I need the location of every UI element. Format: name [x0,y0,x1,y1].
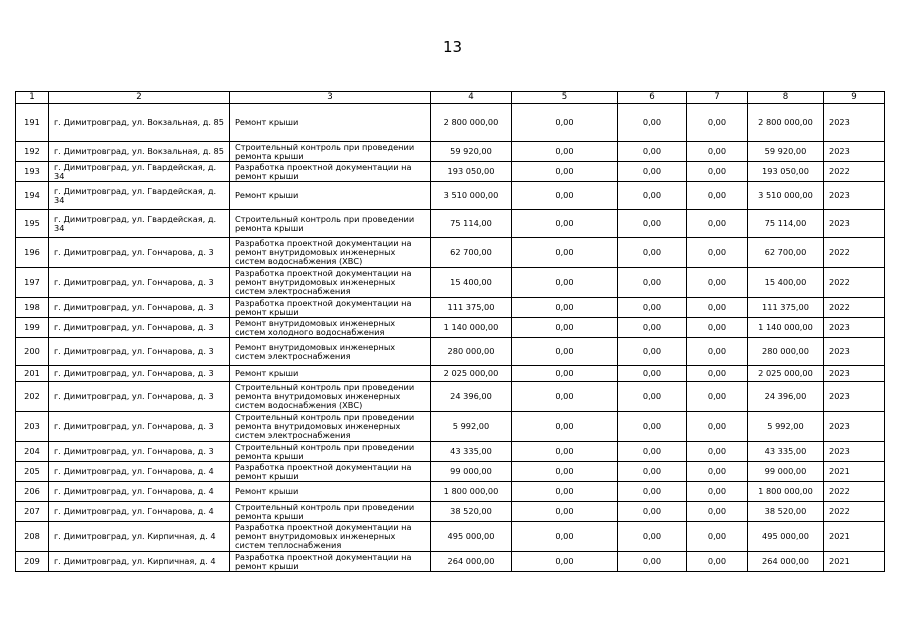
address-cell: г. Димитровград, ул. Гончарова, д. 3 [49,366,230,382]
amount-cell: 0,00 [618,318,687,338]
amount-cell: 0,00 [512,502,618,522]
table-row [16,382,885,412]
table-row [16,338,885,366]
year-cell: 2023 [824,210,885,238]
amount-cell: 0,00 [687,104,748,142]
year-cell: 2023 [824,182,885,210]
amount-cell: 0,00 [687,338,748,366]
amount-cell: 0,00 [687,482,748,502]
address-cell: г. Димитровград, ул. Гончарова, д. 3 [49,412,230,442]
row-number-cell: 201 [16,366,49,382]
row-number-cell: 206 [16,482,49,502]
amount-cell: 0,00 [512,182,618,210]
work-type-cell: Разработка проектной документации на ремонт крыши [230,298,431,318]
amount-cell: 111 375,00 [748,298,824,318]
column-header: 4 [431,92,512,104]
amount-cell: 75 114,00 [431,210,512,238]
amount-cell: 0,00 [687,182,748,210]
amount-cell: 15 400,00 [431,268,512,298]
amount-cell: 99 000,00 [748,462,824,482]
table-row [16,442,885,462]
work-type-cell: Разработка проектной документации на ремонт крыши [230,552,431,572]
amount-cell: 0,00 [512,412,618,442]
address-cell: г. Димитровград, ул. Гончарова, д. 3 [49,442,230,462]
amount-cell: 1 800 000,00 [748,482,824,502]
amount-cell: 24 396,00 [748,382,824,412]
amount-cell: 0,00 [687,238,748,268]
amount-cell: 99 000,00 [431,462,512,482]
column-header: 7 [687,92,748,104]
row-number-cell: 207 [16,502,49,522]
table-body [16,104,885,572]
amount-cell: 1 140 000,00 [748,318,824,338]
amount-cell: 1 800 000,00 [431,482,512,502]
amount-cell: 0,00 [687,210,748,238]
row-number-cell: 194 [16,182,49,210]
amount-cell: 0,00 [512,482,618,502]
address-cell: г. Димитровград, ул. Гончарова, д. 3 [49,382,230,412]
row-number-cell: 198 [16,298,49,318]
amount-cell: 59 920,00 [431,142,512,162]
amount-cell: 0,00 [512,162,618,182]
year-cell: 2023 [824,338,885,366]
year-cell: 2022 [824,482,885,502]
amount-cell: 75 114,00 [748,210,824,238]
address-cell: г. Димитровград, ул. Кирпичная, д. 4 [49,522,230,552]
amount-cell: 0,00 [687,552,748,572]
table-row [16,552,885,572]
work-type-cell: Разработка проектной документации на ремонт крыши [230,462,431,482]
amount-cell: 0,00 [687,268,748,298]
amount-cell: 0,00 [512,298,618,318]
amount-cell: 0,00 [512,104,618,142]
amount-cell: 0,00 [512,552,618,572]
amount-cell: 280 000,00 [431,338,512,366]
amount-cell: 0,00 [687,382,748,412]
amount-cell: 3 510 000,00 [431,182,512,210]
year-cell: 2022 [824,502,885,522]
amount-cell: 0,00 [687,142,748,162]
amount-cell: 0,00 [618,338,687,366]
amount-cell: 62 700,00 [748,238,824,268]
row-number-cell: 193 [16,162,49,182]
amount-cell: 0,00 [618,142,687,162]
amount-cell: 0,00 [618,182,687,210]
amount-cell: 15 400,00 [748,268,824,298]
work-type-cell: Строительный контроль при проведении ремонта крыши [230,210,431,238]
column-number-row [16,92,885,104]
work-type-cell: Разработка проектной документации на ремонт крыши [230,162,431,182]
work-type-cell: Строительный контроль при проведении ремонта крыши [230,142,431,162]
amount-cell: 0,00 [512,210,618,238]
table-row [16,210,885,238]
amount-cell: 0,00 [618,522,687,552]
amount-cell: 0,00 [512,318,618,338]
amount-cell: 0,00 [618,162,687,182]
year-cell: 2023 [824,442,885,462]
year-cell: 2023 [824,104,885,142]
page-number: 13 [442,38,463,56]
work-type-cell: Ремонт внутридомовых инженерных систем холодного водоснабжения [230,318,431,338]
amount-cell: 24 396,00 [431,382,512,412]
row-number-cell: 204 [16,442,49,462]
year-cell: 2023 [824,366,885,382]
table-row [16,412,885,442]
amount-cell: 62 700,00 [431,238,512,268]
row-number-cell: 209 [16,552,49,572]
table-row [16,104,885,142]
year-cell: 2021 [824,552,885,572]
amount-cell: 0,00 [618,552,687,572]
column-header: 6 [618,92,687,104]
work-type-cell: Ремонт крыши [230,366,431,382]
row-number-cell: 203 [16,412,49,442]
amount-cell: 0,00 [512,142,618,162]
table-row [16,366,885,382]
table-row [16,142,885,162]
year-cell: 2023 [824,142,885,162]
amount-cell: 0,00 [687,442,748,462]
amount-cell: 43 335,00 [748,442,824,462]
amount-cell: 0,00 [687,412,748,442]
amount-cell: 5 992,00 [431,412,512,442]
column-header: 8 [748,92,824,104]
amount-cell: 2 800 000,00 [748,104,824,142]
table-row [16,182,885,210]
amount-cell: 0,00 [512,268,618,298]
amount-cell: 0,00 [687,298,748,318]
work-type-cell: Разработка проектной документации на ремонт внутридомовых инженерных систем электроснабжения [230,268,431,298]
amount-cell: 0,00 [512,338,618,366]
amount-cell: 0,00 [618,104,687,142]
amount-cell: 3 510 000,00 [748,182,824,210]
address-cell: г. Димитровград, ул. Гончарова, д. 3 [49,318,230,338]
row-number-cell: 196 [16,238,49,268]
amount-cell: 0,00 [687,162,748,182]
amount-cell: 38 520,00 [431,502,512,522]
column-header: 3 [230,92,431,104]
work-type-cell: Строительный контроль при проведении ремонта крыши [230,502,431,522]
amount-cell: 0,00 [512,366,618,382]
amount-cell: 0,00 [618,462,687,482]
column-header: 5 [512,92,618,104]
address-cell: г. Димитровград, ул. Гвардейская, д. 34 [49,182,230,210]
year-cell: 2021 [824,522,885,552]
amount-cell: 0,00 [618,382,687,412]
row-number-cell: 202 [16,382,49,412]
amount-cell: 0,00 [687,522,748,552]
amount-cell: 0,00 [512,238,618,268]
amount-cell: 2 800 000,00 [431,104,512,142]
row-number-cell: 191 [16,104,49,142]
year-cell: 2021 [824,462,885,482]
row-number-cell: 208 [16,522,49,552]
table-row [16,522,885,552]
amount-cell: 0,00 [512,522,618,552]
column-header: 1 [16,92,49,104]
amount-cell: 0,00 [687,502,748,522]
amount-cell: 38 520,00 [748,502,824,522]
row-number-cell: 195 [16,210,49,238]
amount-cell: 264 000,00 [748,552,824,572]
amount-cell: 43 335,00 [431,442,512,462]
work-type-cell: Строительный контроль при проведении ремонта внутридомовых инженерных систем электроснабжения [230,412,431,442]
year-cell: 2022 [824,268,885,298]
row-number-cell: 192 [16,142,49,162]
table-row [16,238,885,268]
amount-cell: 495 000,00 [748,522,824,552]
column-header: 9 [824,92,885,104]
amount-cell: 0,00 [512,382,618,412]
column-header: 2 [49,92,230,104]
work-type-cell: Строительный контроль при проведении ремонта крыши [230,442,431,462]
address-cell: г. Димитровград, ул. Гончарова, д. 4 [49,482,230,502]
year-cell: 2022 [824,298,885,318]
year-cell: 2023 [824,382,885,412]
table-row [16,482,885,502]
amount-cell: 0,00 [618,268,687,298]
work-type-cell: Ремонт внутридомовых инженерных систем электроснабжения [230,338,431,366]
address-cell: г. Димитровград, ул. Гончарова, д. 4 [49,462,230,482]
work-type-cell: Разработка проектной документации на ремонт внутридомовых инженерных систем теплоснабжения [230,522,431,552]
address-cell: г. Димитровград, ул. Гвардейская, д. 34 [49,162,230,182]
address-cell: г. Димитровград, ул. Кирпичная, д. 4 [49,552,230,572]
table-row [16,318,885,338]
work-type-cell: Ремонт крыши [230,104,431,142]
address-cell: г. Димитровград, ул. Гончарова, д. 4 [49,502,230,522]
table-row [16,462,885,482]
year-cell: 2022 [824,238,885,268]
amount-cell: 0,00 [618,442,687,462]
amount-cell: 5 992,00 [748,412,824,442]
amount-cell: 0,00 [512,462,618,482]
amount-cell: 0,00 [618,298,687,318]
address-cell: г. Димитровград, ул. Гвардейская, д. 34 [49,210,230,238]
amount-cell: 0,00 [618,366,687,382]
amount-cell: 0,00 [618,412,687,442]
table-row [16,162,885,182]
amount-cell: 264 000,00 [431,552,512,572]
address-cell: г. Димитровград, ул. Гончарова, д. 3 [49,238,230,268]
amount-cell: 59 920,00 [748,142,824,162]
amount-cell: 111 375,00 [431,298,512,318]
address-cell: г. Димитровград, ул. Вокзальная, д. 85 [49,104,230,142]
amount-cell: 0,00 [687,318,748,338]
row-number-cell: 197 [16,268,49,298]
amount-cell: 495 000,00 [431,522,512,552]
year-cell: 2022 [824,162,885,182]
amount-cell: 0,00 [618,482,687,502]
table-row [16,268,885,298]
work-type-cell: Разработка проектной документации на ремонт внутридомовых инженерных систем водоснабжения (ХВС) [230,238,431,268]
work-type-cell: Строительный контроль при проведении ремонта внутридомовых инженерных систем водоснабжения (ХВС) [230,382,431,412]
address-cell: г. Димитровград, ул. Гончарова, д. 3 [49,338,230,366]
amount-cell: 0,00 [687,366,748,382]
amount-cell: 0,00 [618,210,687,238]
address-cell: г. Димитровград, ул. Вокзальная, д. 85 [49,142,230,162]
row-number-cell: 199 [16,318,49,338]
row-number-cell: 205 [16,462,49,482]
amount-cell: 0,00 [618,238,687,268]
table-row [16,502,885,522]
table-row [16,298,885,318]
capital-repair-table [15,91,885,572]
amount-cell: 2 025 000,00 [748,366,824,382]
amount-cell: 0,00 [618,502,687,522]
amount-cell: 280 000,00 [748,338,824,366]
amount-cell: 0,00 [687,462,748,482]
amount-cell: 193 050,00 [431,162,512,182]
address-cell: г. Димитровград, ул. Гончарова, д. 3 [49,268,230,298]
work-type-cell: Ремонт крыши [230,482,431,502]
amount-cell: 0,00 [512,442,618,462]
year-cell: 2023 [824,318,885,338]
amount-cell: 1 140 000,00 [431,318,512,338]
row-number-cell: 200 [16,338,49,366]
year-cell: 2023 [824,412,885,442]
amount-cell: 2 025 000,00 [431,366,512,382]
address-cell: г. Димитровград, ул. Гончарова, д. 3 [49,298,230,318]
amount-cell: 193 050,00 [748,162,824,182]
work-type-cell: Ремонт крыши [230,182,431,210]
